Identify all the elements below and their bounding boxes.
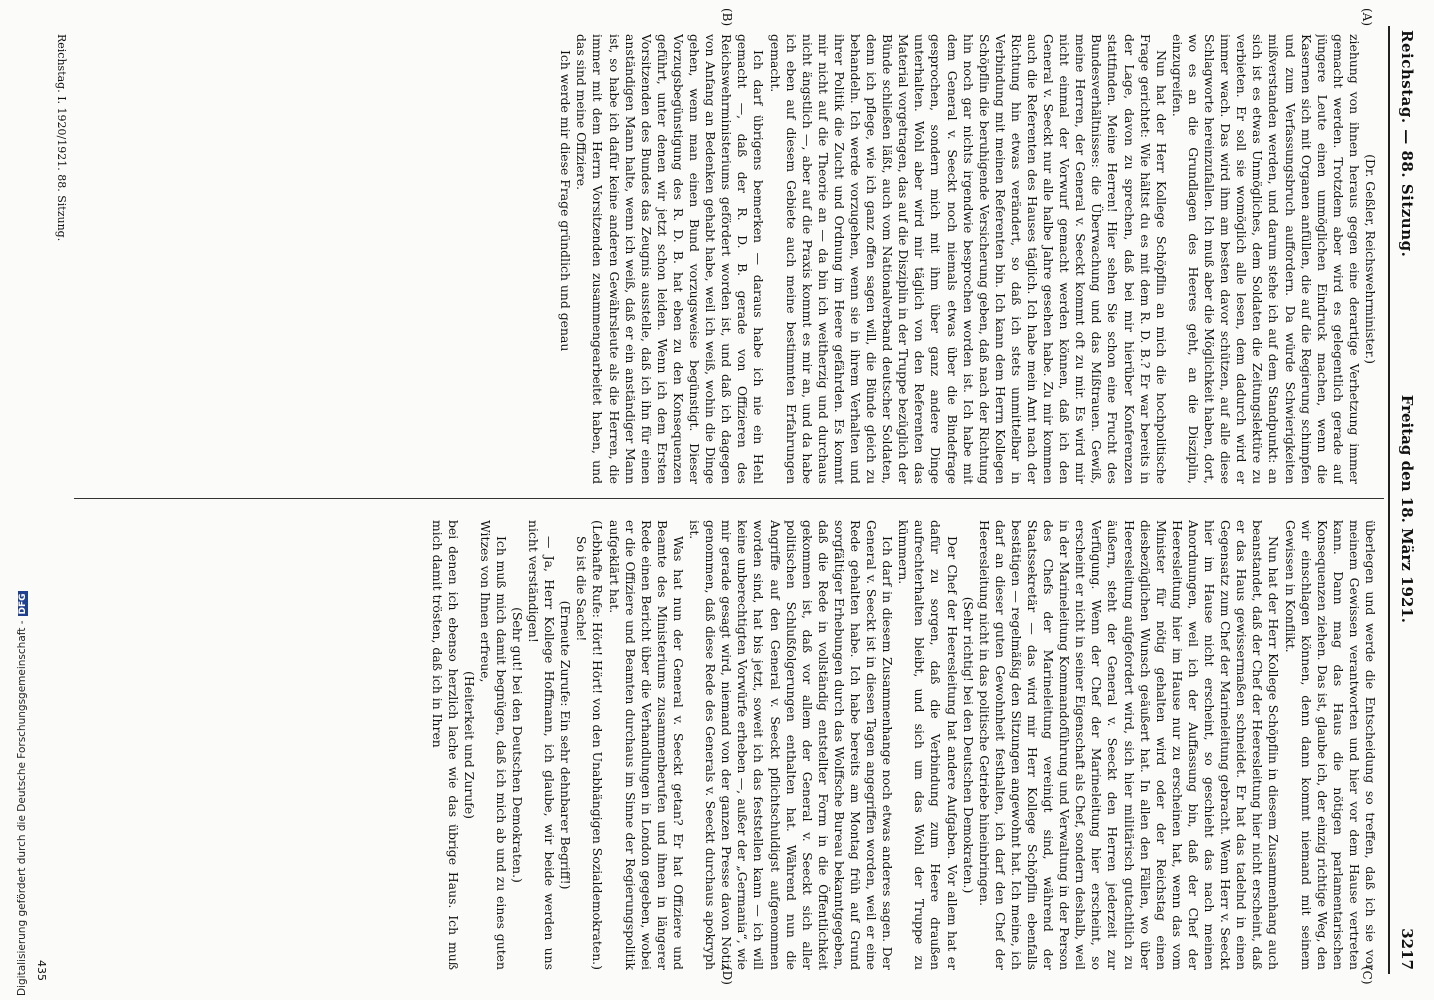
paragraph: Nun hat der Herr Kollege Schöpflin in diesem Zusammenhang auch beanstandet, daß der Chef der Heeresleitung hier nicht erscheint, daß er das Haus gewissermaßen schneidet. Er hat das tadelnd in einen Gegensatz zum Chef der Marineleitung gebracht. Wenn Herr v. Seeckt hier im Hause nicht erscheint, so geschieht das nach meinen Anordnungen, weil ich der Auffassung bin, daß der Chef der Heeresleitung hier im Hause nur zu erscheinen hat, wenn das vom Minister für nötig gehalten wird oder der Reichstag einen diesbezüglichen Wunsch geäußert hat. In allen den Fällen, wo über Heeresleitung aufgefordert wird, sich hier militärisch gutachtlich zu äußern, steht der General v. Seeckt den Herren jederzeit zur Verfügung. Wenn der Chef der Marineleitung hier erscheint, so erscheint er nicht in seiner Eigenschaft als Chef, sondern deshalb, weil in der Marineleitung Kommandoführung und Verwaltung in der Person des Chefs der Marineleitung vereinigt sind, während der Staatssekretär — das wird mir Herr Kollege Schöpflin ebenfalls bestätigen — regelmäßig den Sitzungen angewohnt hat. Ich meine, ich darf an dieser guten Gewohnheit festhalten, ich darf den Chef der Heeresleitung nicht in das politische Getriebe hineinbringen. — [976, 520, 1282, 970]
margin-mark-c: (C) — [1360, 966, 1374, 985]
header-date: Freitag den 18. März 1921. — [1398, 394, 1416, 624]
speaker-line: (Dr. Geßler, Reichswehrminister.) — [1363, 154, 1378, 364]
interjection: (Lebhafte Rufe: Hört! Hört! von den Unabhängigen Sozialdemokraten.) — [590, 520, 606, 970]
margin-mark-a: (A) — [1360, 8, 1374, 27]
margin-mark-b: (B) — [720, 8, 734, 27]
paragraph: Ich darf übrigens bemerken — daraus habe ich nie ein Hehl gemacht —, daß der R. D. B. gerade von Offizieren des Reichswehrministeriums gefördert worden ist, und daß ich dagegen von Anfang an Bedenken gehabt habe, weil ich weiß, wohin die Dinge gehen, wenn man einen Bund vorzugsweise begünstigt. Dieser Vorzugsbegünstigung des R. D. B. hat eben zu den Konsequenzen geführt, unter denen wir jetzt schon leiden. Wenn ich dem Ersten Vorsitzenden des Bundes das Zeugnis ausstelle, daß ich ihn für einen anständigen Mann halte, wenn ich weiß, daß er ein anständiger Mann ist, so habe ich dafür keine anderen Gewährsleute als die Herren, die immer mit dem Herrn Vorsitzenden zusammengearbeitet haben, und das sind meine Offiziere. — [574, 34, 767, 484]
paragraph: bei denen ich ebenso herzlich lache wie das übrige Haus. Ich muß mich damit trösten, daß ich in Ihren — [429, 520, 461, 970]
page-number-bottom: 435 — [35, 960, 48, 981]
interjection: (Sehr richtig! bei den Deutschen Demokraten.) — [960, 596, 976, 894]
paragraph: Nun hat der Herr Kollege Schöpflin an mich die hochpolitische Frage gerichtet: Wie hältst du es mit dem R. D. B.? Er war bereits in der Lage, davon zu sprechen, daß bei mir hierüber Konferenzen stattfinden. Meine Herren! Hier sehen Sie schon eine Frucht des Bundesverhältnisses: die Überwachung und das Mißtrauen. Gewiß, meine Herren, der General v. Seeckt kommt oft zu mir. Es wird mir nicht einmal der Vorwurf gemacht werden können, daß ich den General v. Seeckt nur alle halbe Jahre gesehen habe. Zu mir kommen auch die Referenten des Hauses täglich. Ich habe mein Amt nach der Richtung hin etwas verändert, so daß ich stets unmittelbar in Verbindung mit meinen Referenten bin. Ich kann dem Herrn Kollegen Schöpflin die beruhigende Versicherung geben, daß nach der Richtung hin noch gar nichts irgendwie besprochen worden ist. Ich habe mit dem General v. Seeckt noch niemals etwas über die Bindefrage gesprochen, sondern mich mit ihm über ganz andere Dinge unterhalten. Wohl aber wird mir täglich von den Referenten das Material vorgetragen, das auf die Disziplin in der Truppe bezüglich der Bünde schließen läßt, auch vom Nationalverband deutscher Soldaten, denn ich pflege, wie ich ganz offen sagen will, die Bünde gleich zu behandeln. Ich werde vorzugehen, wenn sie in ihrem Verhalten und ihrer Politik die Zucht und Ordnung im Heere gefährden. Es kommt mir nicht auf die Theorie an — da bin ich weitherzig und durchaus nicht ängstlich —, aber auf die Praxis kommt es mir an, und da habe ich eben auf diesem Gebiete auch meine bestimmten Erfahrungen gemacht. — [767, 34, 1169, 484]
paragraph: Ich werde mir diese Frage gründlich und genau — [558, 50, 574, 352]
header-left: Reichstag. — 88. Sitzung. — [1398, 30, 1416, 258]
column-left — [78, 34, 1378, 484]
header-rule — [1388, 26, 1390, 974]
page-number-top: 3217 — [1398, 928, 1416, 970]
paragraph: ziehung von ihnen heraus gegen eine derartige Verhetzung immer gemacht werden. Trotzdem aber wird es gelegentlich gerade auf jüngere Leute einen unmöglichen Eindruck machen, wenn die Kasernen sich mit Organen anfüllen, die auf die Regierung schimpfen und zum Verfassungsbruch auffordern. Da würde Schwierigkeiten mißverstanden werden, und darum stehe ich auf dem Standpunkt: an sich ist es etwas Unmögliches, dem Soldaten die Zeitungslektüre zu verbieten. Er soll sie womöglich alle lesen, dem dadurch wird er immer wach. Das wird ihm am besten davor schützen, auf alle diese Schlagworte hereinzufallen. Ich muß aber die Möglichkeit haben, dort, wo es an die Grundlagen des Heeres geht, an die Disziplin, einzugreifen. — [1169, 34, 1362, 484]
digitization-credit — [16, 6, 28, 996]
paragraph: Der Chef der Heeresleitung hat andere Aufgaben. Vor allem hat er dafür zu sorgen, daß die Verbindung zum Heere draußen aufrechterhalten bleibt, und sich um das Wohl der Truppe zu kümmern. — [896, 520, 960, 970]
dfg-logo: DFG — [18, 593, 28, 615]
paragraph: Was hat nun der General v. Seeckt getan? Er hat Offiziere und Beamte des Ministeriums zusammenberufen und ihnen in längerer Rede einen Bericht über die Verhandlungen in London gegeben, wobei er die Offiziere und Beamten durchaus im Sinne der Regierungspolitik aufgeklärt hat. — [606, 520, 686, 970]
interjection: (Erneute Zurufe: Ein sehr dehnbarer Begriff!) — [558, 600, 574, 890]
paragraph: überlegen und werde die Entscheidung so treffen, daß ich sie vor meinem Gewissen verantworten und hier vor dem Hause vertreten kann. Dann mag das Haus die nötigen parlamentarischen Konsequenzen ziehen. Das ist, glaube ich, der einzig richtige Weg, den wir einschlagen können, denn dann kommt niemand mit seinem Gewissen in Konflikt. — [1282, 520, 1378, 970]
paragraph: — Ja, Herr Kollege Hoffmann, ich glaube, wir beide werden uns nicht verständigen! — [526, 520, 558, 970]
interjection: (Heiterkeit und Zurufe) — [461, 671, 477, 819]
margin-mark-d: (D) — [720, 966, 734, 985]
paragraph: Ich darf in diesem Zusammenhange noch etwas anderes sagen. Der General v. Seeckt ist in diesen Tagen angegriffen worden, weil er eine Rede gehalten habe. Ich habe bereits am Montag früh auf Grund sorgfältiger Erhebungen durch das Wolffsche Bureau bekanntgegeben, daß die Rede in vollständig entstellter Form in die Öffentlichkeit gekommen ist, daß vor allem der General v. Seeckt sich aller politischen Schlußfolgerungen enthalten hat. Während nun die Angriffe auf den General v. Seeckt pflichtschuldigst aufgenommen worden sind, hat bis jetzt, soweit ich das feststellen kann — ich will keine unberechtigten Vorwürfe erheben —, außer der „Germania“, wie mir gerade gesagt wird, niemand von der ganzen Presse davon Notiz genommen, daß diese Rede des Generals v. Seeckt durchaus apokryph ist. — [687, 520, 896, 970]
page-header — [1390, 30, 1420, 970]
interjection: (Sehr gut! bei den Deutschen Demokraten.) — [510, 607, 526, 883]
column-divider — [74, 498, 1384, 499]
paragraph: Ich muß mich damit begnügen, daß ich mich ab und zu eines guten Witzes von Ihnen erfreue, — [477, 520, 509, 970]
column-right — [78, 520, 1378, 970]
page-footer: Reichstag. I. 1920/1921. 88. Sitzung. — [55, 34, 68, 242]
digitization-sidebar — [0, 0, 28, 1000]
header-right — [1398, 395, 1416, 970]
paragraph: So ist die Sache! — [574, 536, 590, 642]
credit-text: Digitalisierung gefördert durch die Deutsche Forschungsgemeinschaft - — [16, 620, 28, 996]
